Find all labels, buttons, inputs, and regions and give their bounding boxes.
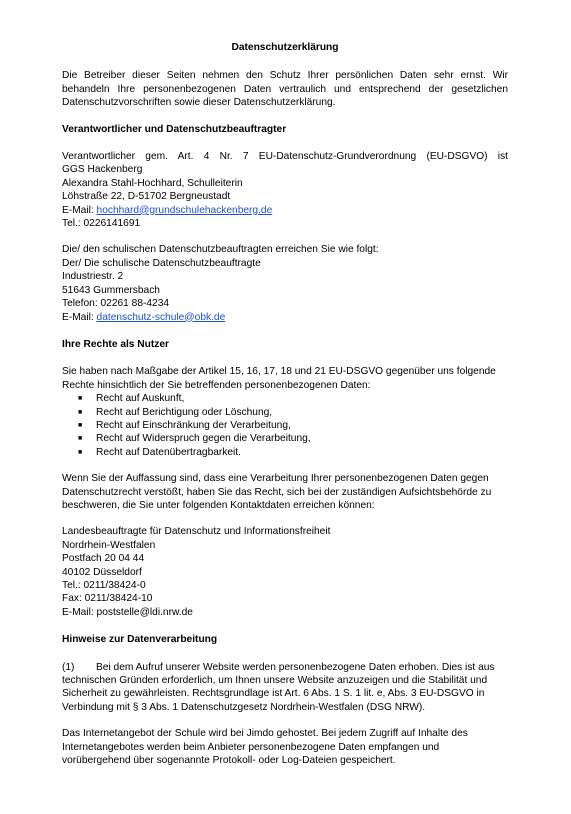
responsible-line: Verantwortlicher gem. Art. 4 Nr. 7 EU-Datenschutz-Grundverordnung (EU-DSGVO) ist xyxy=(62,151,508,163)
dpo-email-label: E-Mail: xyxy=(62,311,97,323)
dpo-title: Der/ Die schulische Datenschutzbeauftragte xyxy=(62,257,261,269)
responsible-email-row xyxy=(62,204,508,217)
heading-rights: Ihre Rechte als Nutzer xyxy=(62,338,170,350)
dpo-phone: Telefon: 02261 88-4234 xyxy=(62,298,170,310)
bullet-icon: ■ xyxy=(78,408,83,416)
document-title: Datenschutzerklärung xyxy=(231,42,339,53)
dpo-email-row xyxy=(62,311,508,324)
rights-list-item xyxy=(78,392,508,405)
dpo-street: Industriestr. 2 xyxy=(62,271,124,283)
rights-intro-line-1: Sie haben nach Maßgabe der Artikel 15, 16, 17, 18 und 21 EU-DSGVO gegenüber uns folgende xyxy=(62,366,496,378)
intro-text: Die Betreiber dieser Seiten nehmen den Schutz Ihrer persönlichen Daten sehr ernst. Wir behandeln Ihre personenbezogenen Daten vertraulich und entsprechend der gesetzlichen Datenschutzvorschriften sowie dieser Datenschutzerklärung. xyxy=(62,70,508,109)
responsible-block xyxy=(62,150,508,230)
authority-block xyxy=(62,525,508,619)
complaint-line-2: Datenschutzrecht verstößt, haben Sie das Recht, sich bei der zuständigen Aufsichtsbehörde zu xyxy=(62,486,492,498)
processing-line-4: Verbindung mit § 3 Abs. 1 Datenschutzgesetz Nordrhein-Westfalen (DSG NRW). xyxy=(62,701,426,713)
authority-line: Fax: 0211/38424-10 xyxy=(62,593,153,605)
rights-list-item xyxy=(78,432,508,445)
processing-item-1 xyxy=(62,661,508,715)
rights-item-text: Recht auf Datenübertragbarkeit. xyxy=(96,446,241,458)
complaint-block xyxy=(62,472,508,512)
hosting-line-1: Das Internetangebot der Schule wird bei Jimdo gehostet. Bei jedem Zugriff auf Inhalte des xyxy=(62,728,468,740)
bullet-icon: ■ xyxy=(78,421,83,429)
processing-line-1 xyxy=(62,661,508,674)
document-page xyxy=(62,41,508,780)
authority-line: Landesbeauftragte für Datenschutz und Informationsfreiheit xyxy=(62,526,331,538)
processing-line-2: technischen Gründen erforderlich, um Ihnen unsere Website anzuzeigen und die Stabilität und xyxy=(62,675,488,687)
heading-responsible: Verantwortlicher und Datenschutzbeauftragter xyxy=(62,123,287,135)
dpo-city: 51643 Gummersbach xyxy=(62,284,160,296)
authority-line: E-Mail: poststelle@ldi.nrw.de xyxy=(62,606,193,618)
rights-item-text: Recht auf Auskunft, xyxy=(96,393,185,405)
rights-item-text: Recht auf Widerspruch gegen die Verarbeitung, xyxy=(96,433,311,445)
item-number: (1) xyxy=(62,661,75,673)
rights-list xyxy=(62,392,508,459)
rights-item-text: Recht auf Einschränkung der Verarbeitung, xyxy=(96,419,291,431)
hosting-paragraph xyxy=(62,727,508,767)
authority-line: Postfach 20 04 44 xyxy=(62,553,145,565)
hosting-line-2: Internetangebotes werden beim Anbieter personenbezogene Daten empfangen und xyxy=(62,741,440,753)
rights-list-item xyxy=(78,419,508,432)
rights-list-item xyxy=(78,446,508,459)
dpo-email-link[interactable]: datenschutz-schule@obk.de xyxy=(96,311,226,323)
responsible-person: Alexandra Stahl-Hochhard, Schulleiterin xyxy=(62,177,243,189)
school-name: GGS Hackenberg xyxy=(62,164,143,176)
bullet-icon: ■ xyxy=(78,448,83,456)
bullet-icon: ■ xyxy=(78,395,83,403)
rights-intro-line-2: Rechte hinsichtlich der Sie betreffenden personenbezogenen Daten: xyxy=(62,379,371,391)
processing-line-3: Sicherheit zu gewährleisten. Rechtsgrundlage ist Art. 6 Abs. 1 S. 1 lit. e, Abs. 3 EU-DSGVO in xyxy=(62,688,485,700)
complaint-line-3: beschweren, die Sie unter folgenden Kontaktdaten erreichen können: xyxy=(62,499,375,511)
bullet-icon: ■ xyxy=(78,435,83,443)
dpo-intro: Die/ den schulischen Datenschutzbeauftragten erreichen Sie wie folgt: xyxy=(62,244,379,256)
processing-line-1-text: Bei dem Aufruf unserer Website werden personenbezogene Daten erhoben. Dies ist aus xyxy=(96,661,495,673)
intro-paragraph xyxy=(62,69,508,109)
email-label: E-Mail: xyxy=(62,204,97,216)
rights-block xyxy=(62,365,508,459)
authority-line: Nordrhein-Westfalen xyxy=(62,539,156,551)
complaint-line-1: Wenn Sie der Auffassung sind, dass eine Verarbeitung Ihrer personenbezogenen Daten gegen xyxy=(62,473,489,485)
responsible-phone: Tel.: 0226141691 xyxy=(62,218,141,230)
heading-processing: Hinweise zur Datenverarbeitung xyxy=(62,634,218,646)
hosting-line-3: vorübergehend über sogenannte Protokoll- oder Log-Dateien gespeichert. xyxy=(62,755,396,767)
dpo-block xyxy=(62,243,508,323)
authority-line: Tel.: 0211/38424-0 xyxy=(62,580,146,591)
rights-item-text: Recht auf Berichtigung oder Löschung, xyxy=(96,406,273,418)
authority-line: 40102 Düsseldorf xyxy=(62,566,142,578)
rights-list-item xyxy=(78,406,508,419)
responsible-email-link[interactable]: hochhard@grundschulehackenberg.de xyxy=(96,204,273,216)
responsible-address: Löhstraße 22, D-51702 Bergneustadt xyxy=(62,191,231,203)
